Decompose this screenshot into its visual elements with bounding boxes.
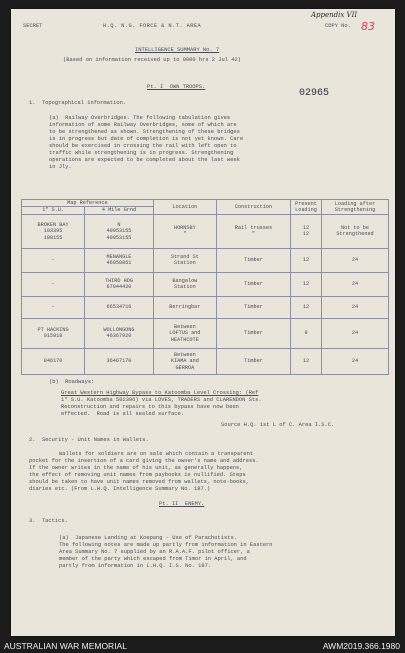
handwritten-appendix: Appendix VII: [311, 11, 358, 19]
cell-construction: Timber: [216, 248, 290, 272]
cell-after: 24: [322, 296, 389, 318]
copy-number-label: COPY No.: [325, 23, 351, 29]
cell-construction: Timber: [216, 348, 290, 374]
para-line: operations are expected to be completed about the last week: [49, 157, 240, 163]
security-line: Wallets for soldiers are on sale which contain a transparent: [59, 451, 254, 457]
summary-title: INTELLIGENCE SUMMARY No. 7: [135, 47, 220, 53]
cell-location: HORNSBY ": [153, 214, 216, 248]
location-header: Location: [153, 200, 216, 215]
section3-heading: 3. Tactics.: [29, 518, 68, 524]
cell-present: 12: [291, 296, 322, 318]
cell-construction: Timber: [216, 318, 290, 348]
first-map-header: 1" S.U.: [22, 207, 85, 214]
table-row: [22, 296, 389, 318]
overbridges-table: [21, 199, 389, 375]
tactics-line: The following notes are made up partly from information in Eastern: [59, 542, 273, 548]
cell-construction: Rail trusses ": [216, 214, 290, 248]
table-header-row: [22, 200, 389, 207]
footer-accession-id: AWM2019.366.1980: [322, 641, 400, 651]
cell-second: N 40953155 40953155: [85, 214, 154, 248]
cell-after: Not to be Strengthened: [322, 214, 389, 248]
security-line: should be taken to have unit names removed from wallets, note-books,: [29, 479, 249, 485]
cell-present: 12 12: [291, 214, 322, 248]
footer-institution: AUSTRALIAN WAR MEMORIAL: [4, 641, 127, 651]
cell-second: 66534716: [85, 296, 154, 318]
table-row: [22, 248, 389, 272]
cell-present: 12: [291, 248, 322, 272]
table-row: [22, 318, 389, 348]
roadways-title-line: Great Western Highway Bypass to Katoomba Level Crossing: (Ref: [61, 390, 259, 396]
cell-construction: Timber: [216, 272, 290, 296]
cell-location: Between KIAMA and GERROA: [153, 348, 216, 374]
roadways-line: effected. Road is all sealed surface.: [61, 411, 184, 417]
para-line: to be strengthened as shown. Strengthening of these bridges: [49, 129, 240, 135]
cell-construction: Timber: [216, 296, 290, 318]
document-page: [11, 9, 395, 636]
para-line: (a) Railway Overbridges. The following tabulation gives: [49, 115, 231, 121]
part2-heading: Pt. II ENEMY.: [159, 501, 205, 507]
para-line: traffic while strengthening is in progress. Strengthening: [49, 150, 234, 156]
roadways-heading: (b) Roadways:: [49, 379, 95, 385]
hq-heading: H.Q. N.G. FORCE & N.T. AREA: [103, 23, 202, 29]
cell-present: 12: [291, 272, 322, 296]
security-line: diaries etc. (From L.H.Q. Intelligence Summary No. 187.): [29, 486, 211, 492]
map-reference-header: Map Reference: [22, 200, 154, 207]
red-folio-number: 83: [361, 20, 375, 33]
cell-first: PT HACKING 015918: [22, 318, 85, 348]
para-line: is in progress but date of completion is not yet known. Care: [49, 136, 244, 142]
archive-footer: [0, 638, 405, 653]
cell-first: BROKEN BAY 103395 108155: [22, 214, 85, 248]
cell-location: Strand St Station: [153, 248, 216, 272]
construction-header: Construction: [216, 200, 290, 215]
section1-heading: 1. Topographical information.: [29, 100, 127, 106]
document-stamp-number: 02965: [299, 88, 330, 99]
cell-first: -: [22, 296, 85, 318]
tactics-line: Area Summary No. 7 supplied by an R.A.A.F. pilot officer, a: [59, 549, 250, 555]
roadways-source: Source H.Q. 1st L of C. Area I.S.C.: [221, 422, 335, 428]
cell-second: THIRD HDG 67044420: [85, 272, 154, 296]
cell-location: Bangalow Station: [153, 272, 216, 296]
cell-after: 24: [322, 348, 389, 374]
secret-marking: SECRET: [23, 23, 43, 29]
para-line: information of some Railway Overbridges, some of which are: [49, 122, 237, 128]
security-line: pocket for the insertion of a card giving the owner's name and address.: [29, 458, 259, 464]
cell-location: Berringbar: [153, 296, 216, 318]
cell-after: 24: [322, 248, 389, 272]
cell-after: 24: [322, 318, 389, 348]
cell-first: -: [22, 248, 85, 272]
part1-heading: Pt. I OWN TROOPS.: [147, 84, 206, 90]
roadways-line: 1" S.U. Katoomba 502396) via LOVES, TRADERS and CLARENDON Sts.: [61, 397, 262, 403]
after-strengthening-header: Loading after Strengthening: [322, 200, 389, 215]
security-line: the effect of removing unit names from paybooks is nullified. Steps: [29, 472, 246, 478]
para-line: should be exercised in crossing the rail with left open to: [49, 143, 237, 149]
roadways-line: Reconstruction and repairs to this bypass have now been: [61, 404, 239, 410]
cell-after: 24: [322, 272, 389, 296]
present-loading-header: Present Loading: [291, 200, 322, 215]
table-row: [22, 214, 389, 248]
cell-second: WOLLONGONG 46367920: [85, 318, 154, 348]
cell-second: MENANGLE 46050851: [85, 248, 154, 272]
tactics-line: partly from information in L.H.Q. I.S. No. 187.: [59, 563, 212, 569]
security-line: If the owner writes in the name of his unit, as generally happens,: [29, 465, 243, 471]
tactics-line: member of the party which escaped from Timor in April, and: [59, 556, 247, 562]
section2-heading: 2. Security - Unit Names in Wallets.: [29, 437, 149, 443]
table-row: [22, 272, 389, 296]
based-on-line: (Based on information received up to 0900 hrs 2 Jul 42): [63, 57, 241, 63]
cell-first: -: [22, 272, 85, 296]
cell-present: 9: [291, 318, 322, 348]
para-line: in Jly.: [49, 164, 72, 170]
cell-second: 36467170: [85, 348, 154, 374]
cell-first: 846170: [22, 348, 85, 374]
table-row: [22, 348, 389, 374]
cell-location: Between LOFTUS and HEATHCOTE: [153, 318, 216, 348]
tactics-title: (a) Japanese Landing at Koepang - Use of Parachutists.: [59, 535, 237, 541]
cell-present: 12: [291, 348, 322, 374]
second-map-header: 4 Mile Grnd: [85, 207, 154, 214]
